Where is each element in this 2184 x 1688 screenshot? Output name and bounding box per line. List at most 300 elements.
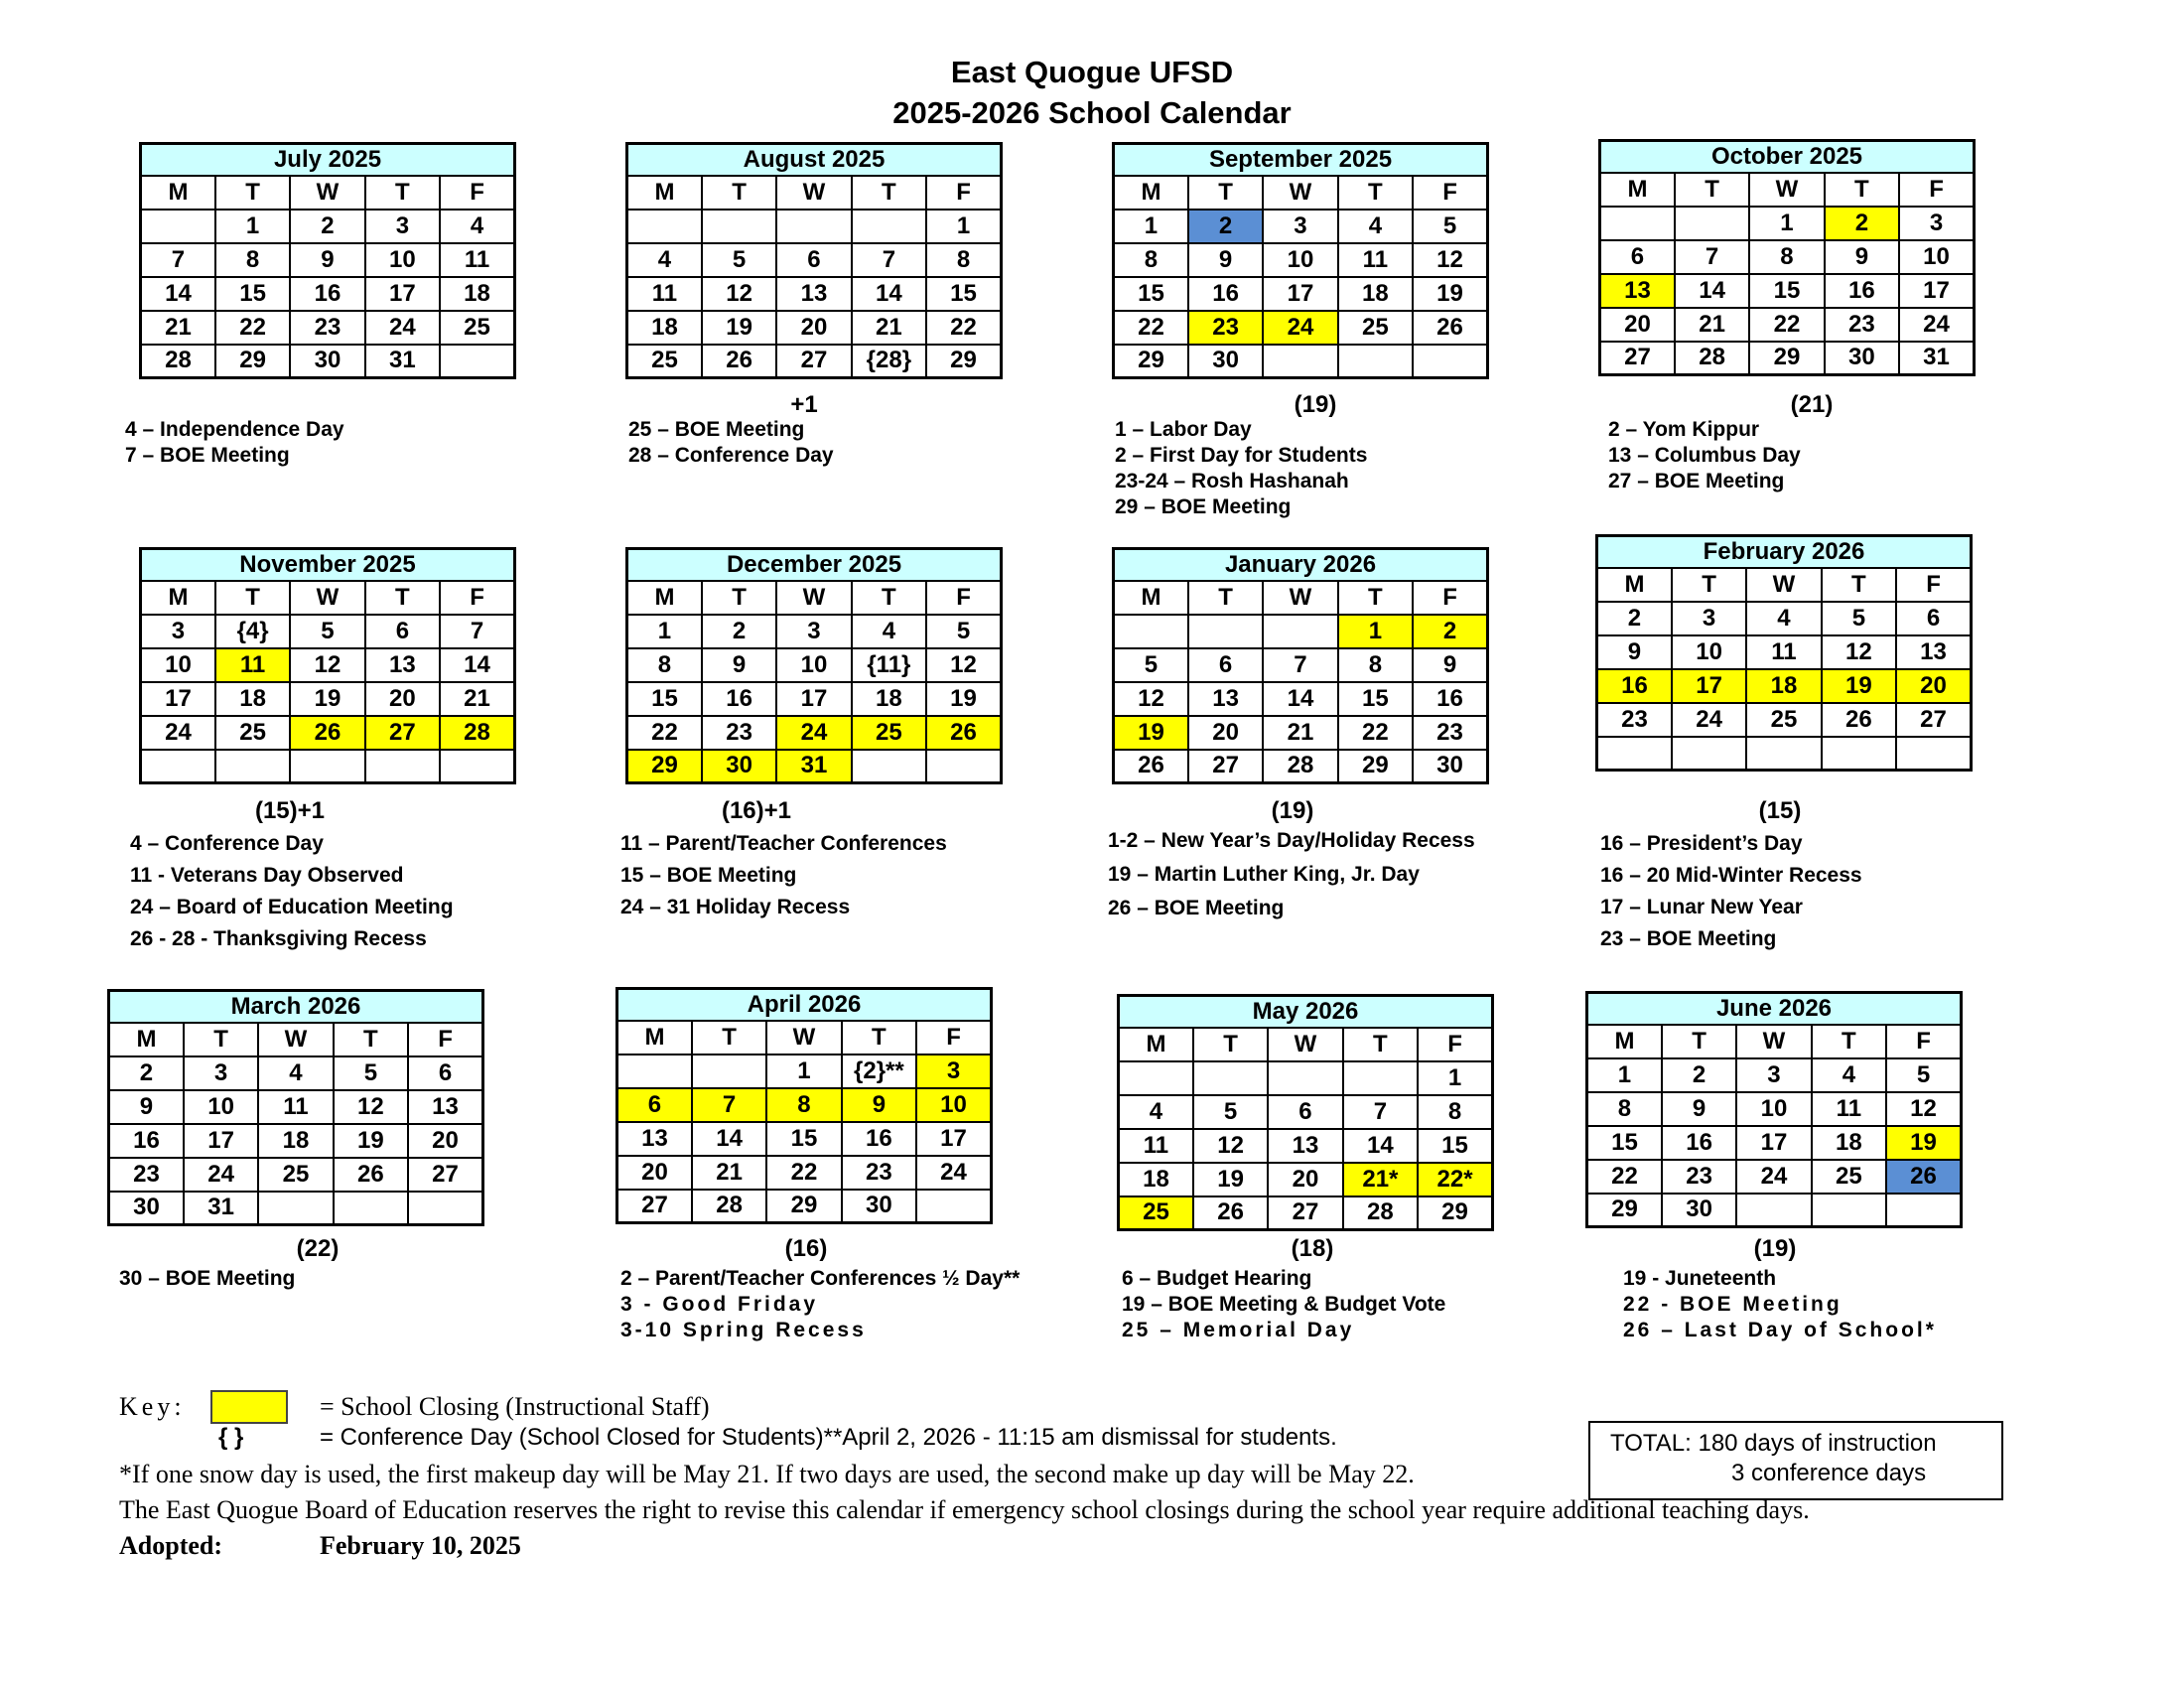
day-cell: 27 <box>776 345 851 378</box>
school-day-count: (19) <box>1753 1235 1797 1262</box>
day-cell: 6 <box>1268 1095 1342 1129</box>
weekday-header: F <box>1413 176 1487 210</box>
day-cell: 5 <box>334 1056 408 1090</box>
key-yellow-desc: = School Closing (Instructional Staff) <box>320 1392 710 1421</box>
day-cell: 6 <box>1896 602 1971 635</box>
weekday-header: T <box>1188 176 1263 210</box>
note-line: 2 – First Day for Students <box>1115 444 1368 467</box>
day-cell: 26 <box>702 345 776 378</box>
day-cell: 2 <box>702 615 776 648</box>
day-cell: 21 <box>1263 716 1337 750</box>
day-cell: 28 <box>692 1190 766 1223</box>
day-cell: 4 <box>627 243 702 277</box>
day-cell: 25 <box>1338 311 1413 345</box>
day-cell: 18 <box>1746 669 1821 703</box>
month-calendar <box>1598 139 1976 376</box>
day-cell: 8 <box>215 243 290 277</box>
weekday-header: W <box>1263 581 1337 615</box>
day-cell: 9 <box>290 243 364 277</box>
day-cell: 18 <box>258 1124 333 1158</box>
month-notes <box>1600 828 1862 955</box>
day-cell: 15 <box>215 277 290 311</box>
weekday-header: W <box>776 176 851 210</box>
note-line: 19 – BOE Meeting & Budget Vote <box>1122 1293 1446 1316</box>
weekday-header: M <box>617 1021 692 1055</box>
note-line: 2 – Parent/Teacher Conferences ½ Day** <box>620 1267 1021 1290</box>
month-name: May 2026 <box>1119 996 1493 1028</box>
day-cell: 17 <box>141 682 215 716</box>
week-row <box>617 1190 992 1223</box>
total-box <box>1588 1421 2003 1500</box>
week-row <box>1114 615 1488 648</box>
day-cell: 29 <box>627 750 702 783</box>
note-line: 3-10 Spring Recess <box>620 1319 867 1341</box>
day-cell: 23 <box>1413 716 1487 750</box>
day-cell: 14 <box>852 277 926 311</box>
day-cell: 25 <box>1119 1196 1193 1230</box>
day-cell: 29 <box>1418 1196 1492 1230</box>
day-cell: 4 <box>1812 1058 1886 1092</box>
day-cell: 1 <box>766 1055 841 1088</box>
day-cell: 17 <box>1672 669 1746 703</box>
day-cell: 4 <box>440 210 514 243</box>
note-line: 25 – BOE Meeting <box>628 418 805 441</box>
day-cell <box>627 210 702 243</box>
weekday-header: W <box>290 176 364 210</box>
week-row <box>617 1122 992 1156</box>
day-cell: 21* <box>1343 1163 1418 1196</box>
day-cell: 29 <box>766 1190 841 1223</box>
day-cell: 6 <box>408 1056 482 1090</box>
day-cell: 22 <box>215 311 290 345</box>
month-notes <box>1623 1266 1937 1343</box>
month-notes <box>1115 417 1367 520</box>
day-cell: 20 <box>1268 1163 1342 1196</box>
day-cell: 2 <box>1825 207 1899 240</box>
day-cell: 11 <box>440 243 514 277</box>
day-cell <box>1822 737 1896 771</box>
note-line: 3 - Good Friday <box>620 1293 819 1316</box>
day-cell: 26 <box>1193 1196 1268 1230</box>
day-cell: 10 <box>776 648 851 682</box>
day-cell <box>334 1192 408 1225</box>
day-cell: 17 <box>776 682 851 716</box>
weekday-header: F <box>926 581 1001 615</box>
day-cell: 19 <box>1114 716 1188 750</box>
month-notes <box>130 828 454 955</box>
day-cell: 23 <box>1188 311 1263 345</box>
note-line: 6 – Budget Hearing <box>1122 1267 1312 1290</box>
week-row <box>627 750 1002 783</box>
day-cell: 16 <box>290 277 364 311</box>
week-row <box>1114 716 1488 750</box>
month-calendar <box>625 142 1003 379</box>
day-cell <box>1188 615 1263 648</box>
day-cell: 3 <box>184 1056 258 1090</box>
key-yellow-swatch <box>210 1390 288 1424</box>
note-line: 25 – Memorial Day <box>1122 1319 1355 1341</box>
weekday-header: T <box>184 1023 258 1056</box>
day-cell: 15 <box>1338 682 1413 716</box>
week-row <box>1600 274 1975 308</box>
day-cell <box>692 1055 766 1088</box>
day-cell: 1 <box>1338 615 1413 648</box>
key-brace-symbol: { } <box>218 1424 244 1451</box>
week-row <box>627 345 1002 378</box>
month-calendar <box>107 989 484 1226</box>
day-cell: 7 <box>141 243 215 277</box>
weekday-header: M <box>1597 568 1672 602</box>
day-cell <box>440 750 514 783</box>
week-row <box>1114 648 1488 682</box>
day-cell: 13 <box>1188 682 1263 716</box>
week-row <box>627 243 1002 277</box>
day-cell: 27 <box>617 1190 692 1223</box>
week-row <box>617 1156 992 1190</box>
day-cell: 9 <box>1188 243 1263 277</box>
day-cell: 17 <box>1736 1126 1811 1160</box>
note-line: 27 – BOE Meeting <box>1608 470 1785 492</box>
day-cell: 2 <box>1188 210 1263 243</box>
day-cell: 7 <box>440 615 514 648</box>
day-cell <box>141 750 215 783</box>
week-row <box>617 1055 992 1088</box>
day-cell: 8 <box>766 1088 841 1122</box>
week-row <box>1587 1092 1962 1126</box>
week-row <box>1119 1061 1493 1095</box>
day-cell: 31 <box>776 750 851 783</box>
week-row <box>141 277 515 311</box>
day-cell: 22 <box>1749 308 1824 342</box>
day-cell: 17 <box>916 1122 991 1156</box>
day-cell: 23 <box>290 311 364 345</box>
day-cell: 9 <box>109 1090 184 1124</box>
day-cell <box>1114 615 1188 648</box>
weekday-header: T <box>1343 1028 1418 1061</box>
weekday-header: T <box>365 176 440 210</box>
month-name: June 2026 <box>1587 993 1962 1025</box>
week-row <box>141 750 515 783</box>
day-cell: 30 <box>1825 342 1899 375</box>
day-cell: 14 <box>1675 274 1749 308</box>
week-row <box>1597 737 1972 771</box>
day-cell <box>365 750 440 783</box>
week-row <box>1597 602 1972 635</box>
week-row <box>141 210 515 243</box>
day-cell: 19 <box>1886 1126 1961 1160</box>
day-cell <box>290 750 364 783</box>
day-cell: 2 <box>1662 1058 1736 1092</box>
note-line: 2 – Yom Kippur <box>1608 418 1760 441</box>
day-cell: 10 <box>1672 635 1746 669</box>
school-day-count: (21) <box>1790 391 1834 418</box>
school-day-count: (19) <box>1271 797 1314 824</box>
day-cell: 30 <box>1413 750 1487 783</box>
day-cell: 19 <box>290 682 364 716</box>
week-row <box>1600 308 1975 342</box>
day-cell: 25 <box>627 345 702 378</box>
month-name: January 2026 <box>1114 549 1488 581</box>
day-cell: 9 <box>842 1088 916 1122</box>
day-cell: 20 <box>1600 308 1675 342</box>
day-cell: 29 <box>1114 345 1188 378</box>
day-cell: 6 <box>365 615 440 648</box>
day-cell <box>1119 1061 1193 1095</box>
day-cell: 23 <box>702 716 776 750</box>
total-conference-days: 3 conference days <box>1731 1460 1927 1486</box>
day-cell: 3 <box>916 1055 991 1088</box>
week-row <box>1114 277 1488 311</box>
school-day-count: (16) <box>784 1235 828 1262</box>
day-cell: 25 <box>1812 1160 1886 1194</box>
note-line: 16 – 20 Mid-Winter Recess <box>1600 864 1862 887</box>
day-cell: 23 <box>109 1158 184 1192</box>
weekday-header: T <box>1338 581 1413 615</box>
day-cell: 23 <box>1662 1160 1736 1194</box>
day-cell: 22 <box>766 1156 841 1190</box>
month-name: February 2026 <box>1597 536 1972 568</box>
day-cell <box>1268 1061 1342 1095</box>
day-cell: {4} <box>215 615 290 648</box>
note-line: 13 – Columbus Day <box>1608 444 1801 467</box>
week-row <box>1597 669 1972 703</box>
note-line: 26 – Last Day of School* <box>1623 1319 1937 1341</box>
month-name: August 2025 <box>627 144 1002 176</box>
day-cell <box>1338 345 1413 378</box>
month-calendar <box>139 547 516 784</box>
note-line: 11 – Parent/Teacher Conferences <box>620 832 947 855</box>
weekday-header: F <box>1413 581 1487 615</box>
day-cell: 26 <box>926 716 1001 750</box>
week-row <box>1119 1095 1493 1129</box>
school-day-count: (15) <box>1758 797 1802 824</box>
note-line: 16 – President’s Day <box>1600 832 1803 855</box>
week-row <box>109 1158 483 1192</box>
day-cell: 13 <box>1600 274 1675 308</box>
week-row <box>1119 1196 1493 1230</box>
school-day-count: (18) <box>1291 1235 1334 1262</box>
day-cell <box>1263 615 1337 648</box>
week-row <box>141 716 515 750</box>
note-line: 24 – Board of Education Meeting <box>130 896 454 918</box>
month-calendar <box>1117 994 1494 1231</box>
note-line: 23 – BOE Meeting <box>1600 927 1777 950</box>
week-row <box>141 682 515 716</box>
note-line: 28 – Conference Day <box>628 444 834 467</box>
page-title-line2: 2025-2026 School Calendar <box>892 95 1292 130</box>
weekday-header: T <box>1672 568 1746 602</box>
day-cell <box>1746 737 1821 771</box>
weekday-header: T <box>1188 581 1263 615</box>
day-cell: 16 <box>1662 1126 1736 1160</box>
day-cell: 1 <box>1587 1058 1662 1092</box>
day-cell: 12 <box>926 648 1001 682</box>
day-cell: 3 <box>1263 210 1337 243</box>
day-cell: 16 <box>1188 277 1263 311</box>
day-cell: 8 <box>1587 1092 1662 1126</box>
day-cell: 15 <box>926 277 1001 311</box>
day-cell: 4 <box>1338 210 1413 243</box>
weekday-header: F <box>1418 1028 1492 1061</box>
day-cell: 11 <box>627 277 702 311</box>
note-line: 15 – BOE Meeting <box>620 864 797 887</box>
week-row <box>141 648 515 682</box>
day-cell: 3 <box>1899 207 1974 240</box>
week-row <box>1587 1058 1962 1092</box>
weekday-header: M <box>141 581 215 615</box>
day-cell: 16 <box>1825 274 1899 308</box>
adopted-date: February 10, 2025 <box>320 1531 521 1560</box>
week-row <box>1119 1129 1493 1163</box>
revise-footnote: The East Quogue Board of Education reserves the right to revise this calendar if emergency school closings during the school year require additional teaching days. <box>119 1495 1810 1524</box>
day-cell: 2 <box>1413 615 1487 648</box>
weekday-header: W <box>1736 1025 1811 1058</box>
day-cell: 25 <box>852 716 926 750</box>
day-cell: 14 <box>440 648 514 682</box>
day-cell: 10 <box>141 648 215 682</box>
week-row <box>627 716 1002 750</box>
day-cell: 15 <box>1749 274 1824 308</box>
day-cell: 13 <box>617 1122 692 1156</box>
weekday-header: T <box>702 581 776 615</box>
month-name: December 2025 <box>627 549 1002 581</box>
week-row <box>141 615 515 648</box>
note-line: 29 – BOE Meeting <box>1115 495 1292 518</box>
week-row <box>1114 210 1488 243</box>
day-cell: 20 <box>1896 669 1971 703</box>
weekday-header: F <box>1886 1025 1961 1058</box>
note-line: 26 - 28 - Thanksgiving Recess <box>130 927 427 950</box>
month-name: July 2025 <box>141 144 515 176</box>
week-row <box>627 648 1002 682</box>
day-cell: 20 <box>1188 716 1263 750</box>
day-cell: 29 <box>926 345 1001 378</box>
note-line: 7 – BOE Meeting <box>125 444 290 467</box>
day-cell: 26 <box>1413 311 1487 345</box>
day-cell: 13 <box>1896 635 1971 669</box>
day-cell <box>1896 737 1971 771</box>
note-line: 11 - Veterans Day Observed <box>130 864 404 887</box>
day-cell: 15 <box>1114 277 1188 311</box>
day-cell: 4 <box>258 1056 333 1090</box>
day-cell: 21 <box>692 1156 766 1190</box>
day-cell: 7 <box>1343 1095 1418 1129</box>
school-day-count: (19) <box>1294 391 1337 418</box>
day-cell: 27 <box>408 1158 482 1192</box>
day-cell: 19 <box>1822 669 1896 703</box>
weekday-header: W <box>258 1023 333 1056</box>
weekday-header: F <box>440 176 514 210</box>
day-cell <box>408 1192 482 1225</box>
day-cell <box>1597 737 1672 771</box>
day-cell: 3 <box>141 615 215 648</box>
day-cell: 12 <box>702 277 776 311</box>
month-name: October 2025 <box>1600 141 1975 173</box>
day-cell: 16 <box>842 1122 916 1156</box>
day-cell: 26 <box>1114 750 1188 783</box>
day-cell <box>1193 1061 1268 1095</box>
day-cell: 18 <box>627 311 702 345</box>
week-row <box>627 311 1002 345</box>
weekday-header: M <box>1600 173 1675 207</box>
day-cell: 26 <box>1886 1160 1961 1194</box>
weekday-header: M <box>1114 176 1188 210</box>
week-row <box>1600 240 1975 274</box>
day-cell: 28 <box>440 716 514 750</box>
weekday-header: T <box>852 581 926 615</box>
day-cell: 5 <box>702 243 776 277</box>
day-cell: 21 <box>141 311 215 345</box>
day-cell: 21 <box>852 311 926 345</box>
day-cell: 8 <box>1749 240 1824 274</box>
week-row <box>1114 243 1488 277</box>
note-line: 4 – Independence Day <box>125 418 344 441</box>
month-notes <box>1608 417 1801 494</box>
day-cell: 7 <box>852 243 926 277</box>
day-cell: 4 <box>852 615 926 648</box>
day-cell: 17 <box>1899 274 1974 308</box>
day-cell: 26 <box>334 1158 408 1192</box>
week-row <box>1114 311 1488 345</box>
day-cell: 4 <box>1746 602 1821 635</box>
weekday-header: T <box>334 1023 408 1056</box>
key-brace-desc: = Conference Day (School Closed for Students)**April 2, 2026 - 11:15 am dismissal for students. <box>320 1424 1337 1451</box>
day-cell: 22 <box>1114 311 1188 345</box>
weekday-header: T <box>215 176 290 210</box>
week-row <box>627 277 1002 311</box>
day-cell: 28 <box>1263 750 1337 783</box>
day-cell: 10 <box>916 1088 991 1122</box>
day-cell: 24 <box>141 716 215 750</box>
day-cell: 27 <box>365 716 440 750</box>
school-day-count: (16)+1 <box>721 797 792 824</box>
day-cell: 5 <box>1822 602 1896 635</box>
day-cell: 22 <box>1587 1160 1662 1194</box>
month-notes <box>620 1266 1020 1343</box>
month-calendar <box>1595 534 1973 772</box>
day-cell: 20 <box>617 1156 692 1190</box>
day-cell <box>141 210 215 243</box>
day-cell <box>1343 1061 1418 1095</box>
day-cell: 30 <box>290 345 364 378</box>
month-notes <box>1122 1266 1445 1343</box>
day-cell: 11 <box>258 1090 333 1124</box>
day-cell: 28 <box>1675 342 1749 375</box>
day-cell: 9 <box>1413 648 1487 682</box>
weekday-header: F <box>1896 568 1971 602</box>
day-cell: 8 <box>1114 243 1188 277</box>
day-cell: 1 <box>627 615 702 648</box>
day-cell: 15 <box>766 1122 841 1156</box>
note-line: 1 – Labor Day <box>1115 418 1252 441</box>
day-cell: 26 <box>290 716 364 750</box>
day-cell: 1 <box>926 210 1001 243</box>
weekday-header: W <box>1749 173 1824 207</box>
day-cell: 22 <box>926 311 1001 345</box>
day-cell: 13 <box>1268 1129 1342 1163</box>
week-row <box>141 243 515 277</box>
day-cell: 7 <box>1675 240 1749 274</box>
note-line: 22 - BOE Meeting <box>1623 1293 1843 1316</box>
day-cell: 24 <box>1263 311 1337 345</box>
day-cell: 28 <box>141 345 215 378</box>
weekday-header: W <box>766 1021 841 1055</box>
day-cell <box>926 750 1001 783</box>
month-notes <box>620 828 947 923</box>
note-line: 1-2 – New Year’s Day/Holiday Recess <box>1108 829 1475 852</box>
day-cell: {2}** <box>842 1055 916 1088</box>
day-cell <box>617 1055 692 1088</box>
